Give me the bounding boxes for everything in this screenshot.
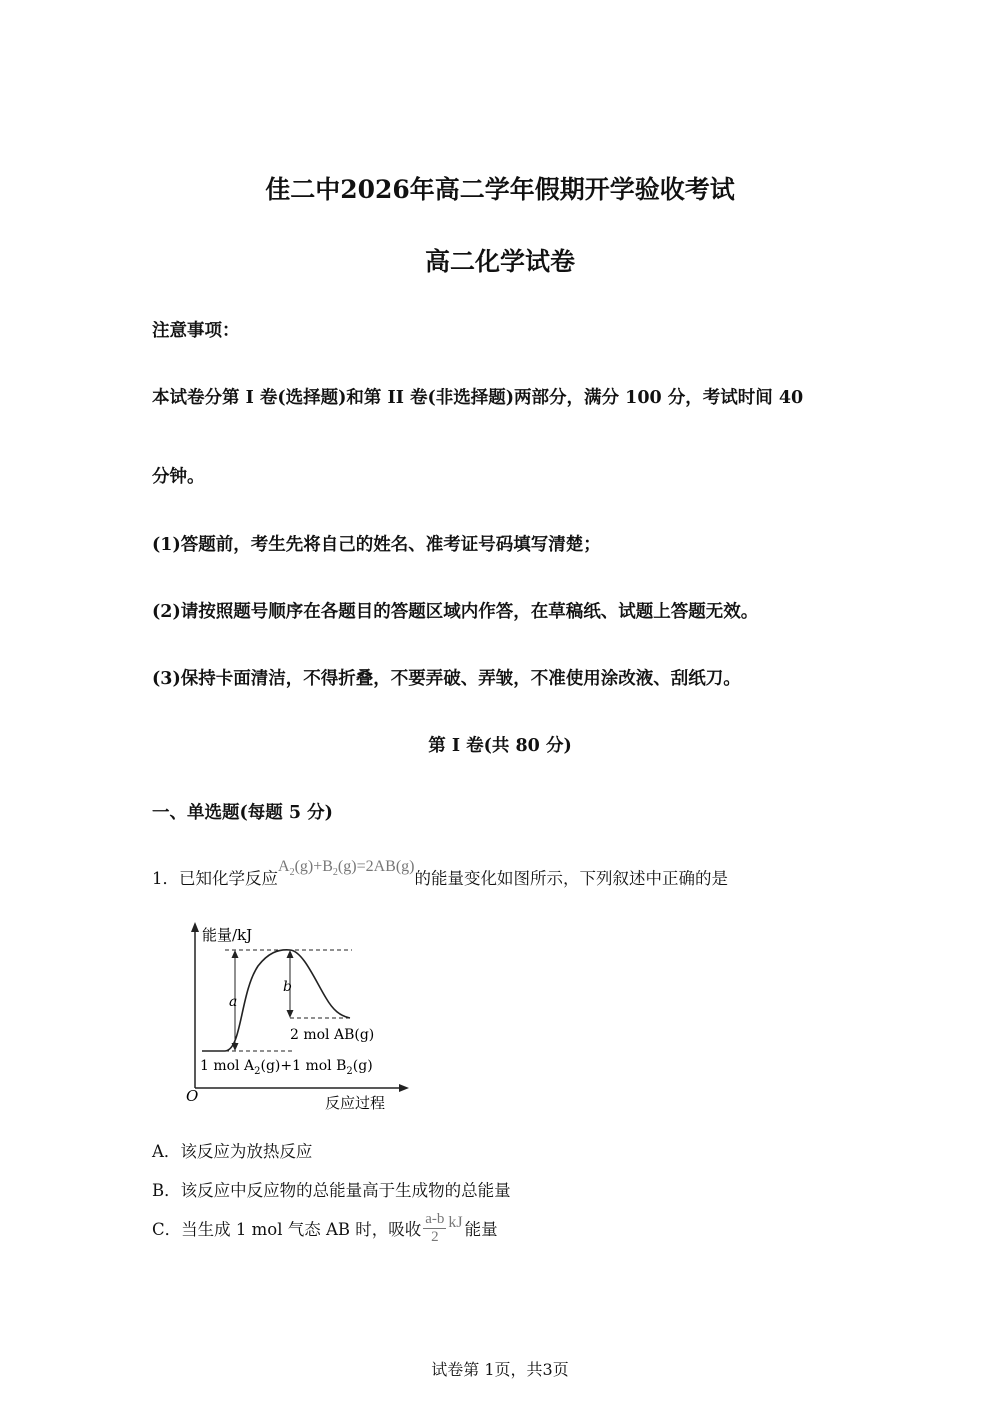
section-heading: 一、单选题(每题 5 分): [152, 803, 333, 823]
exam-title: 佳二中2026年高二学年假期开学验收考试: [265, 175, 735, 204]
arrow-a-head-down: [232, 1043, 239, 1051]
notice-item-1: (1)答题前，考生先将自己的姓名、准考证号码填写清楚；: [152, 535, 601, 555]
notice-intro-line1: 本试卷分第 I 卷(选择题)和第 II 卷(非选择题)两部分，满分 100 分，考试时间 40: [152, 388, 804, 408]
y-axis-label: 能量/kJ: [202, 926, 253, 944]
option-c-suffix: 能量: [464, 1220, 498, 1239]
notice-item-2: (2)请按照题号顺序在各题目的答题区域内作答，在草稿纸、试题上答题无效。: [152, 602, 759, 622]
y-axis-arrow: [191, 922, 199, 932]
option-c-unit: kJ: [448, 1214, 463, 1231]
notice-intro-line2: 分钟。: [152, 467, 205, 487]
option-c: [152, 1213, 498, 1248]
option-c-prefix: C．当生成 1 mol 气态 AB 时，吸收: [152, 1220, 422, 1239]
x-axis-label: 反应过程: [325, 1094, 386, 1112]
origin-label: O: [186, 1087, 199, 1105]
reaction-formula: $A_2(g)+B_2(g)=2AB(g)$: [278, 858, 415, 879]
label-b: b: [283, 979, 292, 995]
notice-item-3: (3)保持卡面清洁，不得折叠，不要弄破、弄皱，不准使用涂改液、刮纸刀。: [152, 669, 741, 689]
energy-diagram: [180, 918, 420, 1118]
product-label: 2 mol AB(g): [290, 1027, 375, 1043]
question-1-prefix: 1．已知化学反应: [152, 869, 278, 888]
notice-heading: 注意事项：: [152, 321, 240, 341]
question-1-suffix: 的能量变化如图所示，下列叙述中正确的是: [414, 869, 728, 888]
option-a: A．该反应为放热反应: [152, 1142, 313, 1161]
part1-heading: 第 I 卷(共 80 分): [428, 736, 572, 756]
arrow-b-head-down: [287, 1010, 294, 1018]
fraction-a-minus-b-over-2: $\frac{a-b}{2}$: [425, 1211, 445, 1245]
arrow-a-head-up: [232, 950, 239, 958]
option-b: B．该反应中反应物的总能量高于生成物的总能量: [152, 1181, 511, 1200]
exam-subtitle: 高二化学试卷: [424, 247, 575, 276]
label-a: a: [229, 994, 238, 1010]
page-footer: 试卷第 1页，共3页: [431, 1360, 569, 1379]
question-1-stem: [152, 858, 728, 891]
x-axis-arrow: [399, 1084, 409, 1092]
reactant-label: 1 mol $A_2(g)+1$ mol $B_2(g)$: [200, 1058, 373, 1077]
